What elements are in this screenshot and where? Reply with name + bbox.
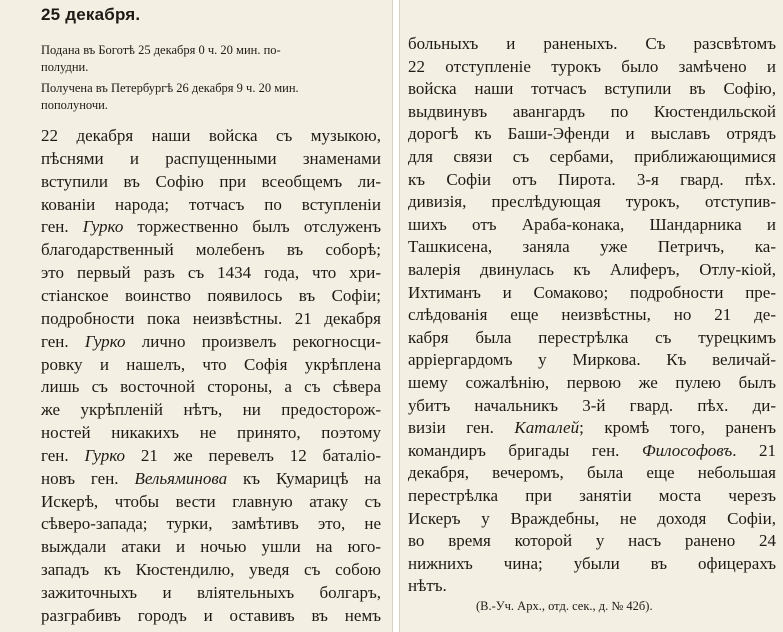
text-line: для связи съ сербами, приближающимися xyxy=(408,147,776,166)
text-line: выдвинувъ авангардъ по Кюстендильской xyxy=(408,101,776,121)
telegram-received-line: Получена въ Петербургѣ 26 декабря 9 ч. 20 мин. xyxy=(41,81,299,95)
person-name: Философовъ xyxy=(641,440,733,460)
text-line: Искерѣ, чтобы вести главную атаку съ xyxy=(41,491,381,511)
telegram-sent-line-cont: полудни. xyxy=(41,60,89,74)
text-line: это первый разъ съ 1434 года, что хри- xyxy=(41,263,381,283)
text-line: ген. Гурко торжественно былъ отслуженъ xyxy=(41,217,381,237)
text-line: 22 отступленіе турокъ было замѣчено и xyxy=(408,56,776,76)
telegram-sent-note xyxy=(41,42,281,76)
text-line: ген. Гурко лично произвелъ рекогносци- xyxy=(41,331,381,351)
text-line: убитъ начальникъ 3-й гвард. пѣх. ди- xyxy=(408,395,776,415)
date-heading: 25 декабря. xyxy=(41,5,141,24)
text-line: кованіи народа; тотчасъ по вступленіи xyxy=(41,194,381,214)
person-name: Гурко xyxy=(84,331,126,351)
text-line: западъ къ Кюстендилю, уведя съ собою xyxy=(41,560,381,580)
text-line: во время которой у насъ ранено 24 xyxy=(408,531,776,551)
text-line: шихъ отъ Араба-конака, Шандарника и xyxy=(408,214,776,234)
text-line: кабря была перестрѣлка съ турецкимъ xyxy=(408,327,776,347)
text-line: дорогѣ къ Баши-Эфенди и выславъ отрядъ xyxy=(408,124,776,144)
text-line: же укрѣпленій нѣтъ, ни предосторож- xyxy=(41,400,381,420)
text-line: перестрѣлка при занятіи моста черезъ xyxy=(408,486,776,505)
archive-source-citation: (В.-Уч. Арх., отд. сек., д. № 42б). xyxy=(476,599,653,613)
text-line: слѣдованія еще неизвѣстны, но 21 де- xyxy=(408,305,776,325)
text-line: валерія двинулась къ Алиферъ, Отлу-кіой, xyxy=(408,260,776,279)
text-line: пѣснями и распущенными знаменами xyxy=(41,148,381,168)
text-line: къ Софіи отъ Пирота. 3-я гвард. пѣх. xyxy=(408,169,776,189)
text-line: благодарственный молебенъ въ соборѣ; xyxy=(41,240,381,260)
text-line: разграбивъ городъ и оставивъ въ немъ xyxy=(41,605,381,625)
person-name: Гурко xyxy=(82,217,124,237)
person-name: Вельяминова xyxy=(134,468,228,488)
text-line: ген. Гурко 21 же перевелъ 12 баталіо- xyxy=(41,445,381,465)
text-line: новъ ген. Вельяминова къ Кумарицѣ на xyxy=(41,468,381,488)
left-column xyxy=(0,0,388,632)
text-line: больныхъ и раненыхъ. Съ разсвѣтомъ xyxy=(408,34,776,53)
text-line: ностей никакихъ не принято, поэтому xyxy=(41,423,381,443)
text-line: войска наши тотчасъ вступили въ Софію, xyxy=(408,79,776,99)
text-line: сѣверо-запада; турки, замѣтивъ это, не xyxy=(41,514,381,534)
text-line: декабря, вечеромъ, была еще небольшая xyxy=(408,463,776,483)
text-line: шему сожалѣнію, первою же пулею былъ xyxy=(408,373,776,392)
text-line: нѣтъ. xyxy=(408,576,447,596)
text-line: стіанское воинство появилось въ Софіи; xyxy=(41,285,381,305)
text-line: вступили въ Софію при всеобщемъ ли- xyxy=(41,171,381,191)
person-name: Каталей xyxy=(514,418,580,438)
text-line: Искеръ у Враждебны, не доходя Софіи, xyxy=(408,508,776,528)
right-column xyxy=(402,0,783,632)
text-line: Ихтиманъ и Сомаково; подробности пре- xyxy=(408,282,776,302)
text-line: 22 декабря наши войска съ музыкою, xyxy=(41,126,381,145)
text-line: Ташкисена, заняла уже Петричъ, ка- xyxy=(408,237,776,257)
text-line: лишь съ восточной стороны, а съ сѣвера xyxy=(41,377,381,397)
text-line: нижнихъ чина; убыли въ офицерахъ xyxy=(408,553,776,573)
telegram-received-note xyxy=(41,80,299,114)
telegram-sent-line: Подана въ Боготѣ 25 декабря 0 ч. 20 мин. по- xyxy=(41,43,281,57)
text-line: визіи ген. Каталей; кромѣ того, раненъ xyxy=(408,418,776,438)
text-line: подробности пока неизвѣстны. 21 декабря xyxy=(41,308,381,328)
text-line: командиръ бригады ген. Философовъ. 21 xyxy=(408,440,776,460)
text-line: выждали атаки и ночью ушли на юго- xyxy=(41,537,381,557)
column-divider xyxy=(392,0,400,632)
person-name: Гурко xyxy=(84,445,126,465)
text-line: зажиточныхъ и вліятельныхъ болгаръ, xyxy=(41,583,381,602)
telegram-received-line-cont: пополуночи. xyxy=(41,98,108,112)
text-line: дивизія, преслѣдующая турокъ, отступив- xyxy=(408,192,776,212)
text-line: арріергардомъ у Миркова. Къ величай- xyxy=(408,350,776,370)
text-line: ровку и нашелъ, что Софія укрѣплена xyxy=(41,354,381,374)
